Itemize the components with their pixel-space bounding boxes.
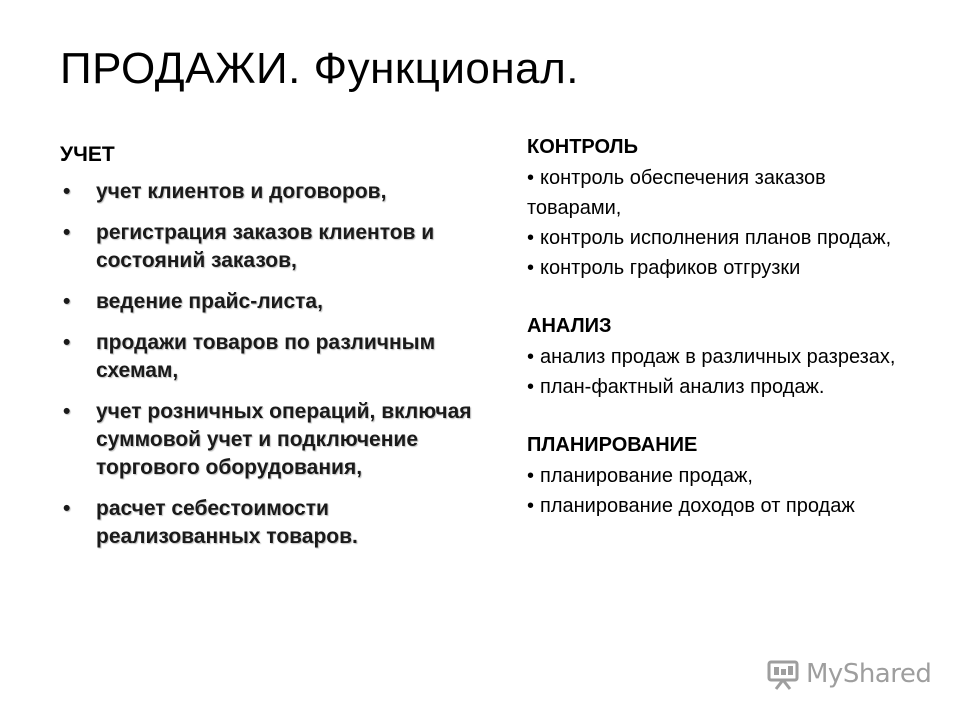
bullet-icon: • (527, 465, 535, 487)
analysis-section (527, 311, 907, 402)
bullet-icon: • (527, 376, 535, 398)
bullet-icon: • (527, 346, 535, 368)
watermark-logo (766, 656, 931, 692)
bullet-icon: • (527, 167, 535, 189)
control-section (527, 132, 907, 283)
list-item: • контроль обеспечения заказов товарами, (527, 167, 826, 219)
list-item: • продажи товаров по различным схемам, (63, 331, 436, 382)
bullet-icon: • (527, 495, 535, 517)
list-item: • учет розничных операций, включая суммовой учет и подключение торгового оборудования, (63, 400, 472, 479)
slide-title: ПРОДАЖИ. Функционал. (60, 44, 580, 93)
list-item: • расчет себестоимости реализованных товаров. (63, 497, 358, 548)
bullet-icon: • (63, 290, 71, 313)
planning-section (527, 430, 907, 521)
list-item: • ведение прайс-листа, (60, 288, 480, 316)
planning-heading: ПЛАНИРОВАНИЕ (527, 434, 698, 456)
bullet-icon: • (527, 257, 535, 279)
list-item: • контроль графиков отгрузки (527, 257, 801, 279)
list-item: • план-фактный анализ продаж. (527, 376, 825, 398)
bullet-icon: • (63, 180, 71, 203)
accounting-list (60, 178, 480, 551)
list-item: • учет клиентов и договоров, (60, 178, 480, 206)
list-item: • планирование продаж, (527, 465, 753, 487)
list-item: • анализ продаж в различных разрезах, (527, 346, 896, 368)
list-item: • регистрация заказов клиентов и состояний заказов, (63, 221, 435, 272)
bullet-icon: • (63, 331, 71, 354)
list-item: • контроль исполнения планов продаж, (527, 227, 892, 249)
analysis-heading: АНАЛИЗ (527, 315, 612, 337)
control-heading: КОНТРОЛЬ (527, 136, 638, 158)
accounting-section (60, 140, 480, 564)
presentation-board-icon (766, 657, 800, 691)
accounting-heading: УЧЕТ (60, 143, 115, 166)
bullet-icon: • (63, 221, 71, 244)
list-item: • планирование доходов от продаж (527, 495, 855, 517)
right-column (527, 132, 907, 549)
bullet-icon: • (63, 497, 71, 520)
watermark-text: MyShared (806, 659, 932, 689)
bullet-icon: • (527, 227, 535, 249)
bullet-icon: • (63, 400, 71, 423)
